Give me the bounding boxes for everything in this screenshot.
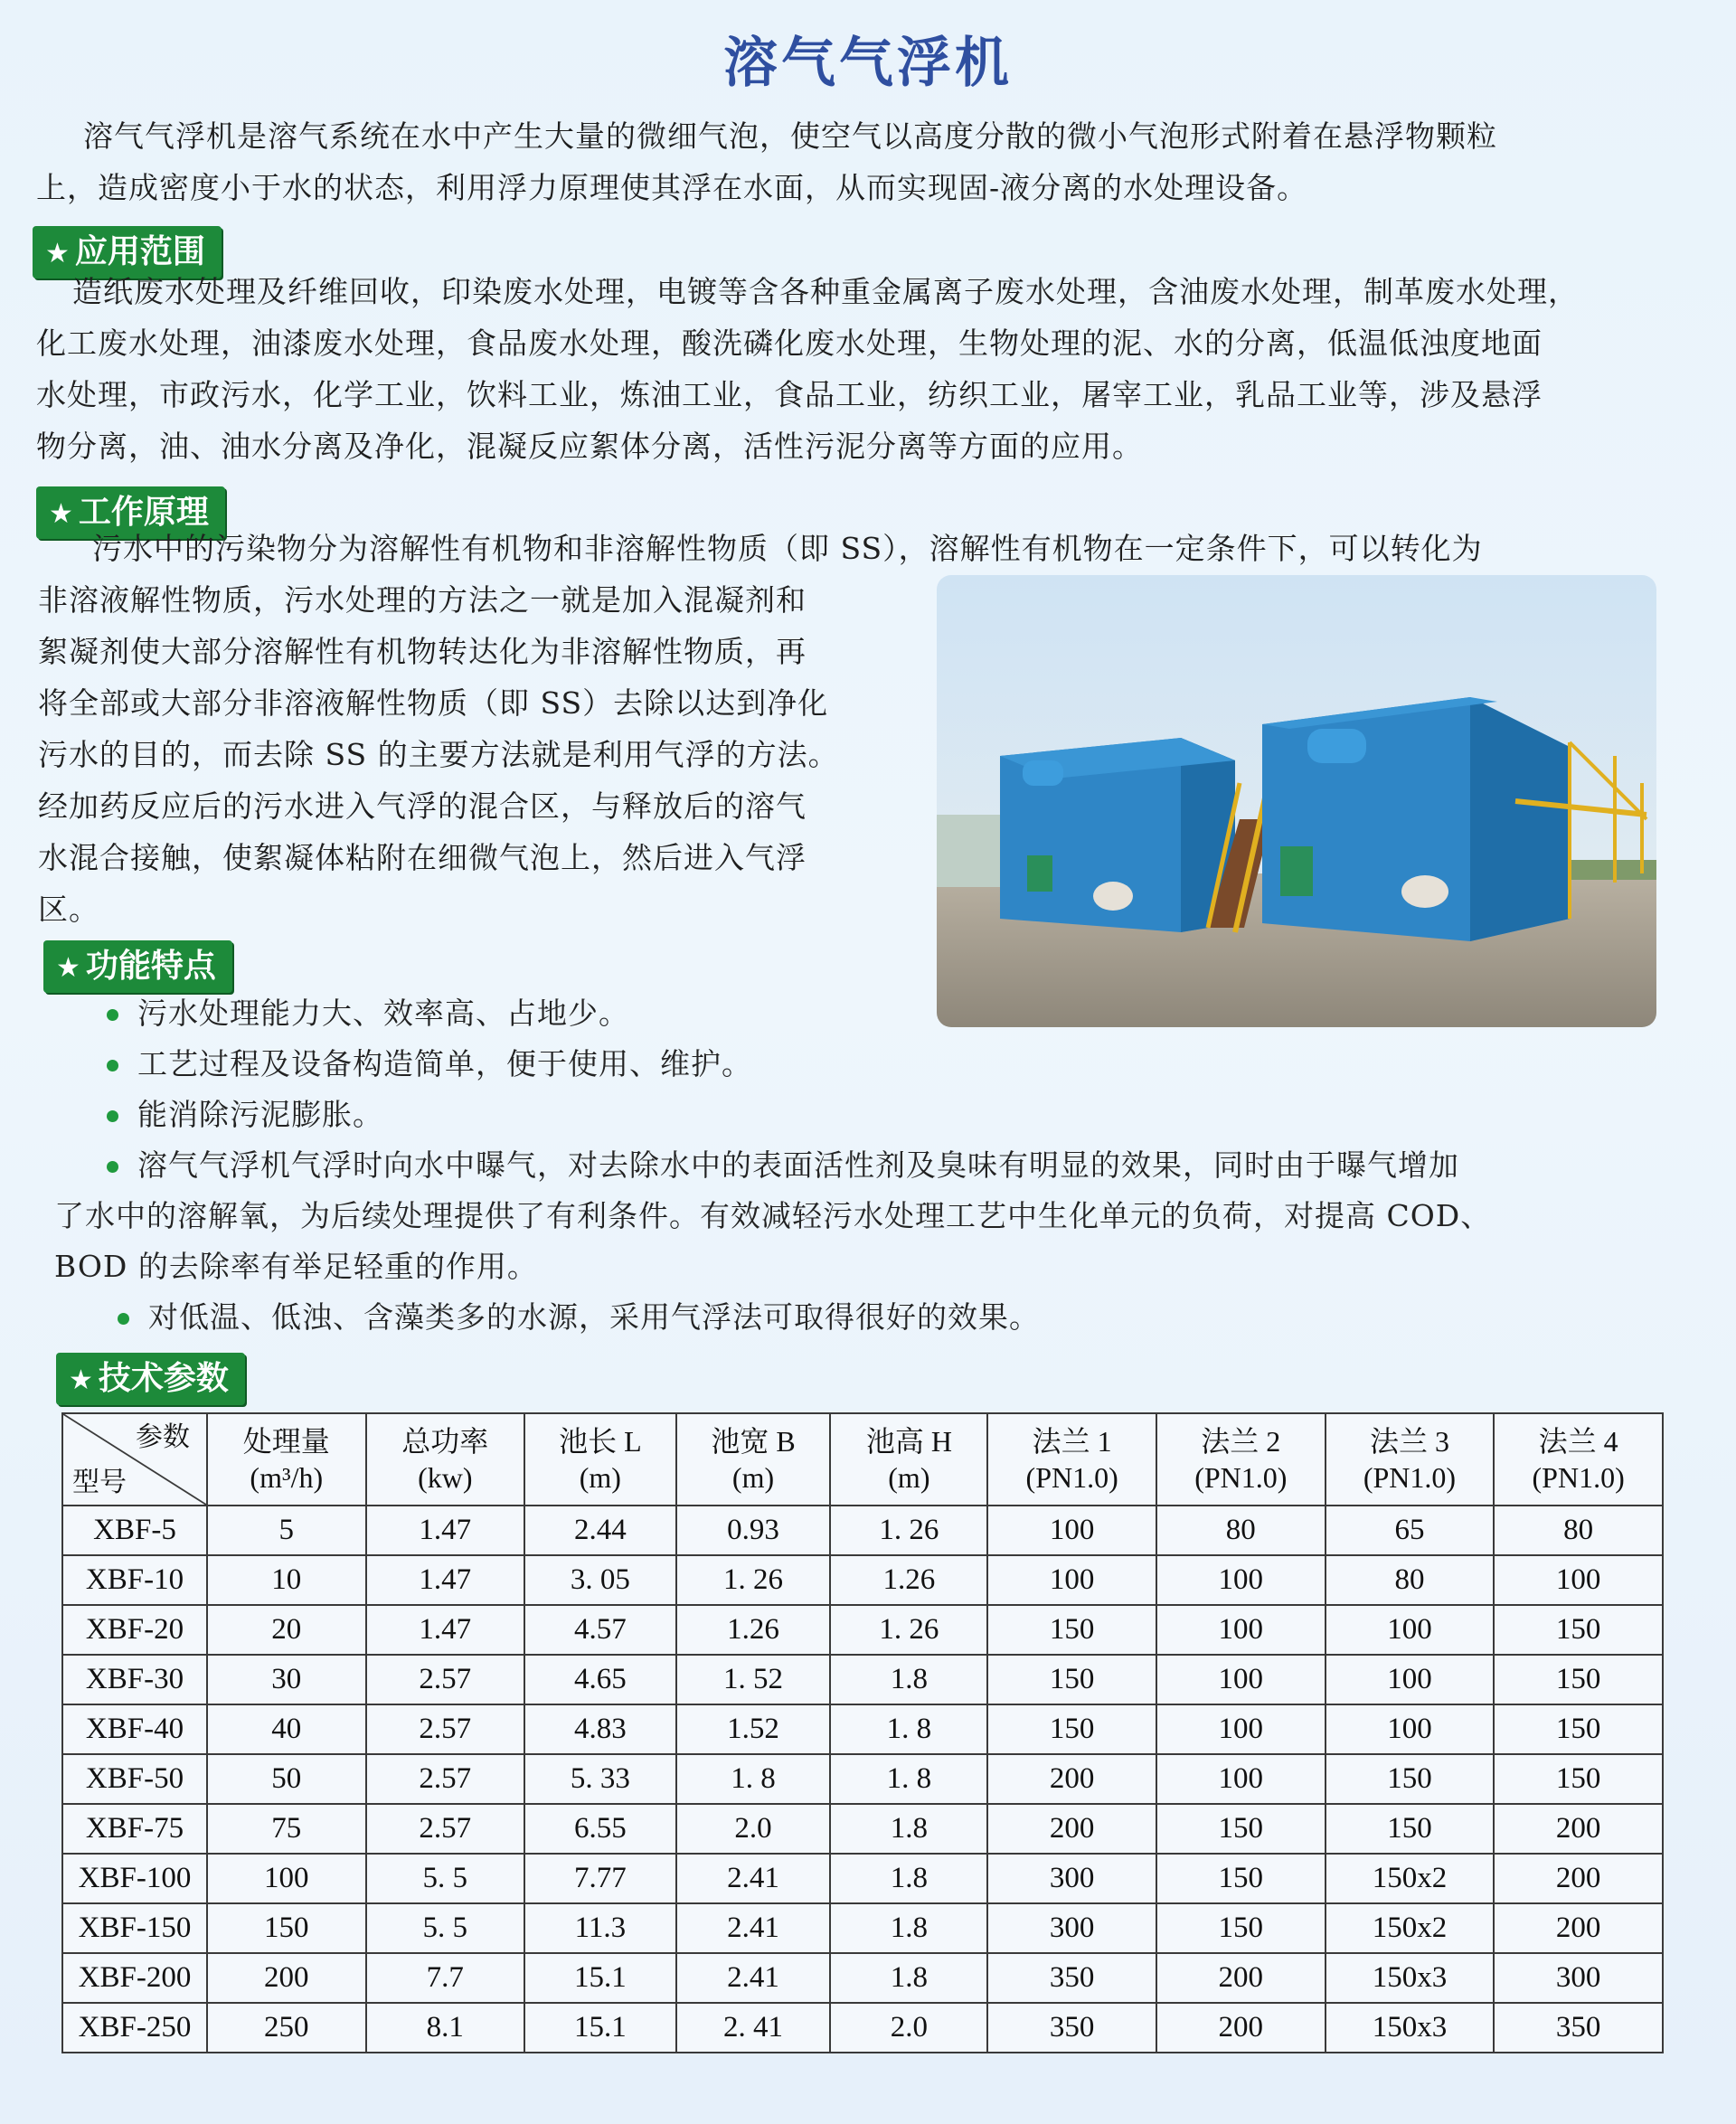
intro-paragraph (36, 110, 1673, 213)
value-cell: 1.47 (366, 1605, 525, 1655)
value-cell: 7.7 (366, 1953, 525, 2003)
scope-line: 造纸废水处理及纤维回收，印染废水处理，电镀等含各种重金属离子废水处理，含油废水处理，制革废水处理， (72, 274, 1579, 309)
value-cell: 1. 8 (830, 1754, 987, 1804)
value-cell: 300 (987, 1903, 1156, 1953)
bullet-icon (107, 1161, 118, 1173)
model-cell: XBF-5 (62, 1506, 207, 1555)
value-cell: 150 (1156, 1854, 1326, 1903)
spec-table (61, 1412, 1664, 2053)
table-row (62, 1506, 1663, 1555)
value-cell: 2.57 (366, 1754, 525, 1804)
column-header-unit: (PN1.0) (1194, 1461, 1288, 1494)
column-header-name: 法兰 4 (1538, 1425, 1618, 1458)
value-cell: 200 (207, 1953, 366, 2003)
value-cell: 0.93 (676, 1506, 831, 1555)
list-item-text: 能消除污泥膨胀。 (137, 1097, 383, 1132)
column-header-unit: (m) (888, 1461, 930, 1494)
value-cell: 2.0 (830, 2003, 987, 2053)
column-header-unit: (m) (731, 1461, 775, 1494)
column-header-name: 法兰 2 (1201, 1425, 1281, 1458)
value-cell: 200 (1156, 2003, 1326, 2053)
value-cell: 1.26 (676, 1605, 831, 1655)
list-item (101, 1090, 1675, 1140)
value-cell: 200 (987, 1804, 1156, 1854)
intro-line: 上，造成密度小于水的状态，利用浮力原理使其浮在水面，从而实现固-液分离的水处理设备。 (36, 170, 1308, 205)
features-list (54, 988, 1675, 1343)
value-cell: 200 (1494, 1854, 1663, 1903)
section-heading-params (56, 1353, 245, 1405)
column-header (524, 1413, 676, 1506)
value-cell: 3. 05 (524, 1555, 676, 1605)
value-cell: 100 (987, 1506, 1156, 1555)
section-heading-label: 应用范围 (74, 233, 205, 270)
value-cell: 100 (207, 1854, 366, 1903)
value-cell: 250 (207, 2003, 366, 2053)
value-cell: 1.8 (830, 1655, 987, 1704)
column-header-name: 池高 H (865, 1425, 952, 1458)
value-cell: 8.1 (366, 2003, 525, 2053)
principle-line: 絮凝剂使大部分溶解性有机物转达化为非溶解性物质，再 (38, 634, 807, 669)
value-cell: 75 (207, 1804, 366, 1854)
scope-line: 化工废水处理，油漆废水处理，食品废水处理，酸洗磷化废水处理，生物处理的泥、水的分离，低温低浊度地面 (36, 326, 1543, 361)
value-cell: 150 (1156, 1804, 1326, 1854)
list-item-text: 工艺过程及设备构造简单，便于使用、维护。 (137, 1046, 752, 1081)
value-cell: 150x2 (1326, 1903, 1495, 1953)
table-header-row (62, 1413, 1663, 1506)
table-row (62, 1605, 1663, 1655)
value-cell: 150 (1326, 1804, 1495, 1854)
value-cell: 80 (1326, 1555, 1495, 1605)
value-cell: 2.57 (366, 1804, 525, 1854)
value-cell: 100 (1156, 1704, 1326, 1754)
value-cell: 200 (987, 1754, 1156, 1804)
value-cell: 300 (987, 1854, 1156, 1903)
value-cell: 100 (1156, 1655, 1326, 1704)
table-row (62, 1854, 1663, 1903)
value-cell: 150 (1156, 1903, 1326, 1953)
value-cell: 150 (1326, 1754, 1495, 1804)
star-icon: ★ (56, 952, 80, 984)
list-item (101, 1039, 1675, 1090)
principle-line: 经加药反应后的污水进入气浮的混合区，与释放后的溶气 (38, 788, 807, 824)
value-cell: 100 (1326, 1655, 1495, 1704)
value-cell: 100 (1326, 1605, 1495, 1655)
value-cell: 200 (1494, 1804, 1663, 1854)
principle-line: 将全部或大部分非溶液解性物质（即 SS）去除以达到净化 (38, 685, 829, 721)
column-header (676, 1413, 831, 1506)
list-item (112, 1292, 1675, 1343)
model-cell: XBF-40 (62, 1704, 207, 1754)
value-cell: 1.47 (366, 1555, 525, 1605)
value-cell: 30 (207, 1655, 366, 1704)
column-header-name: 法兰 3 (1369, 1425, 1449, 1458)
value-cell: 100 (1156, 1754, 1326, 1804)
value-cell: 4.65 (524, 1655, 676, 1704)
scope-paragraph (36, 266, 1673, 472)
value-cell: 80 (1494, 1506, 1663, 1555)
value-cell: 4.83 (524, 1704, 676, 1754)
value-cell: 20 (207, 1605, 366, 1655)
column-header-unit: (PN1.0) (1025, 1461, 1118, 1494)
section-heading-label: 工作原理 (78, 494, 209, 531)
column-header (366, 1413, 525, 1506)
value-cell: 15.1 (524, 1953, 676, 2003)
value-cell: 1.8 (830, 1804, 987, 1854)
value-cell: 2.41 (676, 1854, 831, 1903)
section-heading-label: 技术参数 (98, 1360, 229, 1397)
column-header-unit: (kw) (418, 1461, 473, 1494)
page-title: 溶气气浮机 (723, 32, 1013, 95)
value-cell: 65 (1326, 1506, 1495, 1555)
value-cell: 1. 8 (830, 1704, 987, 1754)
column-header (207, 1413, 366, 1506)
star-icon: ★ (45, 238, 70, 269)
value-cell: 350 (987, 1953, 1156, 2003)
value-cell: 2. 41 (676, 2003, 831, 2053)
column-header-unit: (m³/h) (250, 1461, 324, 1494)
value-cell: 50 (207, 1754, 366, 1804)
bullet-icon (107, 1060, 118, 1071)
model-cell: XBF-50 (62, 1754, 207, 1804)
value-cell: 300 (1494, 1953, 1663, 2003)
star-icon: ★ (69, 1364, 93, 1396)
list-item-continuation: 了水中的溶解氧，为后续处理提供了有利条件。有效减轻污水处理工艺中生化单元的负荷，对提高 COD、 (54, 1198, 1492, 1233)
value-cell: 5. 33 (524, 1754, 676, 1804)
value-cell: 10 (207, 1555, 366, 1605)
value-cell: 2.0 (676, 1804, 831, 1854)
list-item-text: 对低温、低浊、含藻类多的水源，采用气浮法可取得很好的效果。 (148, 1299, 1040, 1335)
section-heading-features (43, 940, 232, 993)
principle-line: 污水中的污染物分为溶解性有机物和非溶解性物质（即 SS），溶解性有机物在一定条件下，可以转化为 (92, 531, 1483, 566)
intro-line: 溶气气浮机是溶气系统在水中产生大量的微细气泡，使空气以高度分散的微小气泡形式附着在悬浮物颗粒 (83, 118, 1497, 154)
value-cell: 15.1 (524, 2003, 676, 2053)
column-header-unit: (PN1.0) (1363, 1461, 1457, 1494)
value-cell: 100 (1156, 1605, 1326, 1655)
value-cell: 100 (1494, 1555, 1663, 1605)
table-row (62, 1655, 1663, 1704)
equipment-photo (937, 575, 1656, 1027)
value-cell: 5. 5 (366, 1854, 525, 1903)
value-cell: 11.3 (524, 1903, 676, 1953)
principle-line: 非溶液解性物质，污水处理的方法之一就是加入混凝剂和 (38, 582, 807, 618)
value-cell: 150x3 (1326, 1953, 1495, 2003)
column-header-name: 池宽 B (711, 1425, 796, 1458)
value-cell: 6.55 (524, 1804, 676, 1854)
value-cell: 1.8 (830, 1854, 987, 1903)
value-cell: 1. 52 (676, 1655, 831, 1704)
column-header-name: 法兰 1 (1032, 1425, 1112, 1458)
bullet-icon (118, 1313, 129, 1325)
value-cell: 100 (1156, 1555, 1326, 1605)
value-cell: 200 (1156, 1953, 1326, 2003)
model-cell: XBF-10 (62, 1555, 207, 1605)
model-cell: XBF-200 (62, 1953, 207, 2003)
value-cell: 150 (987, 1655, 1156, 1704)
value-cell: 1.8 (830, 1903, 987, 1953)
value-cell: 100 (1326, 1704, 1495, 1754)
list-item (101, 1140, 1675, 1191)
value-cell: 40 (207, 1704, 366, 1754)
table-row (62, 1953, 1663, 2003)
column-header-name: 池长 L (559, 1425, 642, 1458)
list-item-text: 溶气气浮机气浮时向水中曝气，对去除水中的表面活性剂及臭味有明显的效果，同时由于曝气增加 (137, 1147, 1459, 1183)
column-header (830, 1413, 987, 1506)
model-cell: XBF-250 (62, 2003, 207, 2053)
value-cell: 1.47 (366, 1506, 525, 1555)
value-cell: 1. 26 (830, 1506, 987, 1555)
table-row (62, 1903, 1663, 1953)
value-cell: 5 (207, 1506, 366, 1555)
bullet-icon (107, 1009, 118, 1021)
principle-line: 区。 (38, 892, 99, 927)
column-header-unit: (m) (579, 1461, 621, 1494)
bullet-icon (107, 1110, 118, 1122)
value-cell: 150 (1494, 1605, 1663, 1655)
column-header (1494, 1413, 1663, 1506)
column-header (1326, 1413, 1495, 1506)
column-header-name: 处理量 (242, 1425, 330, 1458)
table-row (62, 2003, 1663, 2053)
spec-table-body (62, 1506, 1663, 2053)
value-cell: 1.52 (676, 1704, 831, 1754)
value-cell: 1.26 (830, 1555, 987, 1605)
value-cell: 2.41 (676, 1903, 831, 1953)
table-row (62, 1704, 1663, 1754)
value-cell: 150x3 (1326, 2003, 1495, 2053)
column-header (987, 1413, 1156, 1506)
scope-line: 物分离，油、油水分离及净化，混凝反应絮体分离，活性污泥分离等方面的应用。 (36, 429, 1143, 464)
value-cell: 150 (1494, 1655, 1663, 1704)
value-cell: 1. 26 (830, 1605, 987, 1655)
value-cell: 350 (987, 2003, 1156, 2053)
value-cell: 2.57 (366, 1655, 525, 1704)
column-header-name: 总功率 (401, 1425, 489, 1458)
value-cell: 7.77 (524, 1854, 676, 1903)
value-cell: 1. 8 (676, 1754, 831, 1804)
corner-label-model: 型号 (72, 1468, 127, 1497)
model-cell: XBF-75 (62, 1804, 207, 1854)
star-icon: ★ (49, 498, 73, 530)
value-cell: 1.8 (830, 1953, 987, 2003)
model-cell: XBF-100 (62, 1854, 207, 1903)
principle-line: 污水的目的，而去除 SS 的主要方法就是利用气浮的方法。 (38, 737, 839, 772)
value-cell: 150 (207, 1903, 366, 1953)
model-cell: XBF-30 (62, 1655, 207, 1704)
principle-line: 水混合接触，使絮凝体粘附在细微气泡上，然后进入气浮 (38, 840, 807, 875)
model-cell: XBF-20 (62, 1605, 207, 1655)
value-cell: 150 (1494, 1704, 1663, 1754)
value-cell: 150x2 (1326, 1854, 1495, 1903)
section-heading-label: 功能特点 (85, 948, 216, 985)
value-cell: 100 (987, 1555, 1156, 1605)
table-row (62, 1555, 1663, 1605)
value-cell: 2.44 (524, 1506, 676, 1555)
column-header-unit: (PN1.0) (1532, 1461, 1625, 1494)
model-cell: XBF-150 (62, 1903, 207, 1953)
column-header (1156, 1413, 1326, 1506)
table-corner-cell (62, 1413, 207, 1506)
value-cell: 200 (1494, 1903, 1663, 1953)
corner-label-params: 参数 (136, 1422, 190, 1452)
value-cell: 150 (987, 1605, 1156, 1655)
table-row (62, 1754, 1663, 1804)
scope-line: 水处理，市政污水，化学工业，饮料工业，炼油工业，食品工业，纺织工业，屠宰工业，乳品工业等，涉及悬浮 (36, 377, 1543, 412)
value-cell: 80 (1156, 1506, 1326, 1555)
value-cell: 150 (987, 1704, 1156, 1754)
value-cell: 2.41 (676, 1953, 831, 2003)
value-cell: 350 (1494, 2003, 1663, 2053)
list-item-continuation: BOD 的去除率有举足轻重的作用。 (54, 1249, 538, 1284)
value-cell: 2.57 (366, 1704, 525, 1754)
table-row (62, 1804, 1663, 1854)
list-item-text: 污水处理能力大、效率高、占地少。 (137, 996, 629, 1031)
value-cell: 1. 26 (676, 1555, 831, 1605)
value-cell: 4.57 (524, 1605, 676, 1655)
value-cell: 150 (1494, 1754, 1663, 1804)
list-item (101, 988, 1675, 1039)
value-cell: 5. 5 (366, 1903, 525, 1953)
